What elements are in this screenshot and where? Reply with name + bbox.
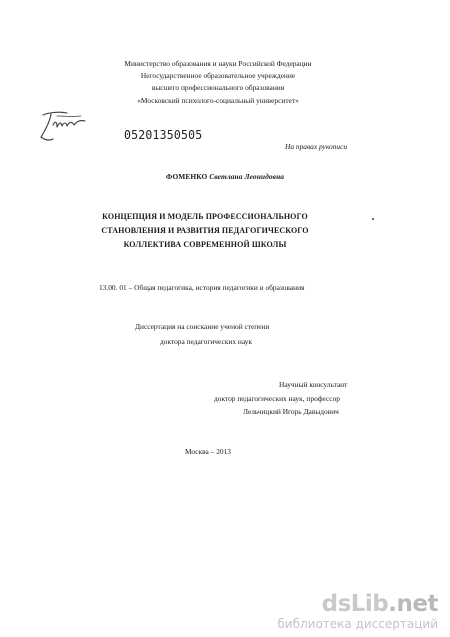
- degree-line-2: доктора педагогических наук: [160, 337, 253, 346]
- ministry-line: Министерство образования и науки Российской Федерации: [124, 59, 312, 68]
- institution-type-line: Негосударственное образовательное учреждение: [140, 71, 296, 80]
- author-name: [0, 172, 450, 181]
- place-year: Москва – 2013: [185, 447, 231, 456]
- author-given-names: Светлана Леонидовна: [209, 172, 285, 181]
- speciality-code: 13.00. 01 – Общая педагогика, история педагогики и образования: [99, 283, 305, 292]
- dissertation-title-line-1: КОНЦЕПЦИЯ И МОДЕЛЬ ПРОФЕССИОНАЛЬНОГО: [102, 212, 308, 221]
- archive-number: 05201350505: [124, 127, 203, 143]
- degree-line-1: Диссертация на соискание ученой степени: [135, 322, 270, 331]
- dissertation-title-line-2: СТАНОВЛЕНИЯ И РАЗВИТИЯ ПЕДАГОГИЧЕСКОГО: [101, 226, 309, 235]
- advisor-role: Научный консультант: [279, 380, 348, 389]
- dslib-watermark[interactable]: [277, 592, 438, 631]
- author-surname: ФОМЕНКО: [165, 172, 208, 181]
- dissertation-title-line-3: КОЛЛЕКТИВА СОВРЕМЕННОЙ ШКОЛЫ: [123, 240, 287, 249]
- advisor-degree: доктор педагогических наук, профессор: [214, 394, 340, 403]
- university-line: «Московский психолого-социальный университет»: [137, 96, 299, 105]
- dslib-logo-domain: .net: [388, 591, 438, 617]
- manuscript-note: На правах рукописи: [285, 142, 348, 151]
- dslib-logo: [277, 592, 438, 616]
- handwritten-signature-icon: [37, 107, 97, 145]
- dslib-logo-main: dsLib: [321, 591, 389, 617]
- dslib-subtitle: библиотека диссертаций: [277, 617, 438, 631]
- advisor-name: Лельчицкий Игорь Давыдович: [243, 407, 339, 416]
- scan-speck: [372, 218, 374, 220]
- education-level-line: высшего профессионального образования: [151, 83, 285, 92]
